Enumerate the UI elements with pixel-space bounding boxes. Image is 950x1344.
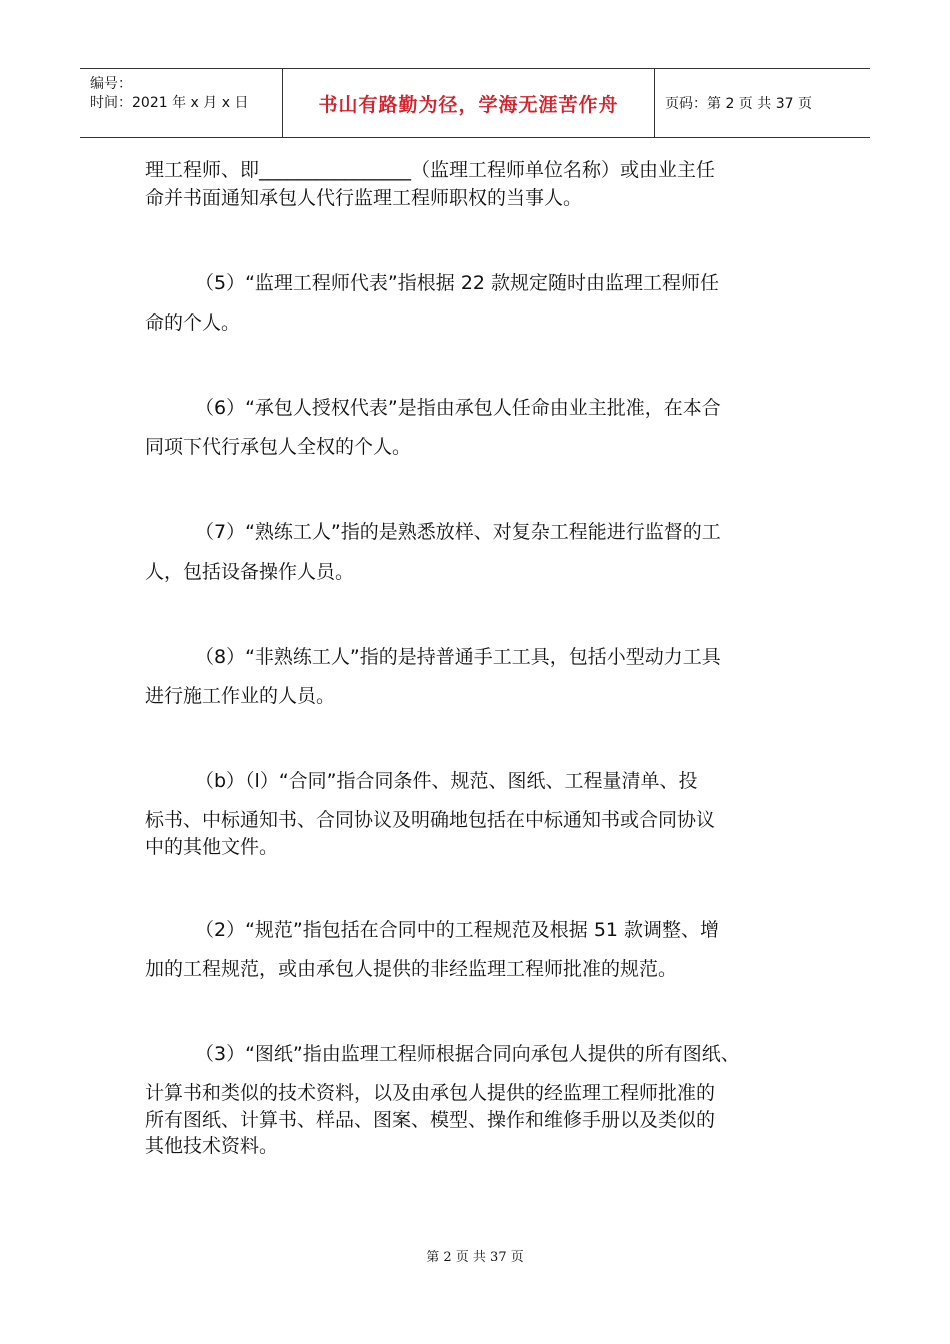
text-line: （b）（l）“合同”指合同条件、规范、图纸、工程量清单、投 bbox=[195, 770, 698, 792]
text-line: 人，包括设备操作人员。 bbox=[145, 561, 355, 583]
text-line: （7）“熟练工人”指的是熟悉放样、对复杂工程能进行监督的工 bbox=[195, 521, 721, 543]
text-line: （5）“监理工程师代表”指根据 22 款规定随时由监理工程师任 bbox=[195, 272, 720, 294]
document-time-label: 时间：2021 年 x 月 x 日 bbox=[90, 95, 249, 111]
text-line: 其他技术资料。 bbox=[145, 1135, 279, 1157]
text-line: 命并书面通知承包人代行监理工程师职权的当事人。 bbox=[145, 187, 583, 209]
text-line: 进行施工作业的人员。 bbox=[145, 685, 336, 707]
header-page-info: 页码：第 2 页 共 37 页 bbox=[665, 96, 812, 112]
text-line: （6）“承包人授权代表”是指由承包人任命由业主批准，在本合 bbox=[195, 397, 721, 419]
text-line: 加的工程规范，或由承包人提供的非经监理工程师批准的规范。 bbox=[145, 958, 678, 980]
header-middle-cell bbox=[283, 69, 655, 137]
text-line: 标书、中标通知书、合同协议及明确地包括在中标通知书或合同协议 bbox=[145, 809, 716, 831]
text-line: 计算书和类似的技术资料，以及由承包人提供的经监理工程师批准的 bbox=[145, 1082, 716, 1104]
text-line: 所有图纸、计算书、样品、图案、模型、操作和维修手册以及类似的 bbox=[145, 1109, 716, 1131]
text-line: （8）“非熟练工人”指的是持普通手工工具，包括小型动力工具 bbox=[195, 646, 721, 668]
page-footer: 第 2 页 共 37 页 bbox=[426, 1250, 524, 1265]
document-number-label: 编号： bbox=[90, 76, 132, 92]
text-line: 中的其他文件。 bbox=[145, 836, 279, 858]
header-slogan: 书山有路勤为径，学海无涯苦作舟 bbox=[318, 93, 619, 116]
text-line: 命的个人。 bbox=[145, 312, 241, 334]
page-header bbox=[80, 68, 870, 138]
text-line: 理工程师、即________________（监理工程师单位名称）或由业主任 bbox=[145, 159, 716, 181]
text-line: （2）“规范”指包括在合同中的工程规范及根据 51 款调整、增 bbox=[195, 919, 720, 941]
text-line: （3）“图纸”指由监理工程师根据合同向承包人提供的所有图纸、 bbox=[195, 1043, 740, 1065]
text-line: 同项下代行承包人全权的个人。 bbox=[145, 436, 412, 458]
header-right-cell bbox=[655, 69, 870, 137]
header-left-cell bbox=[80, 69, 283, 137]
